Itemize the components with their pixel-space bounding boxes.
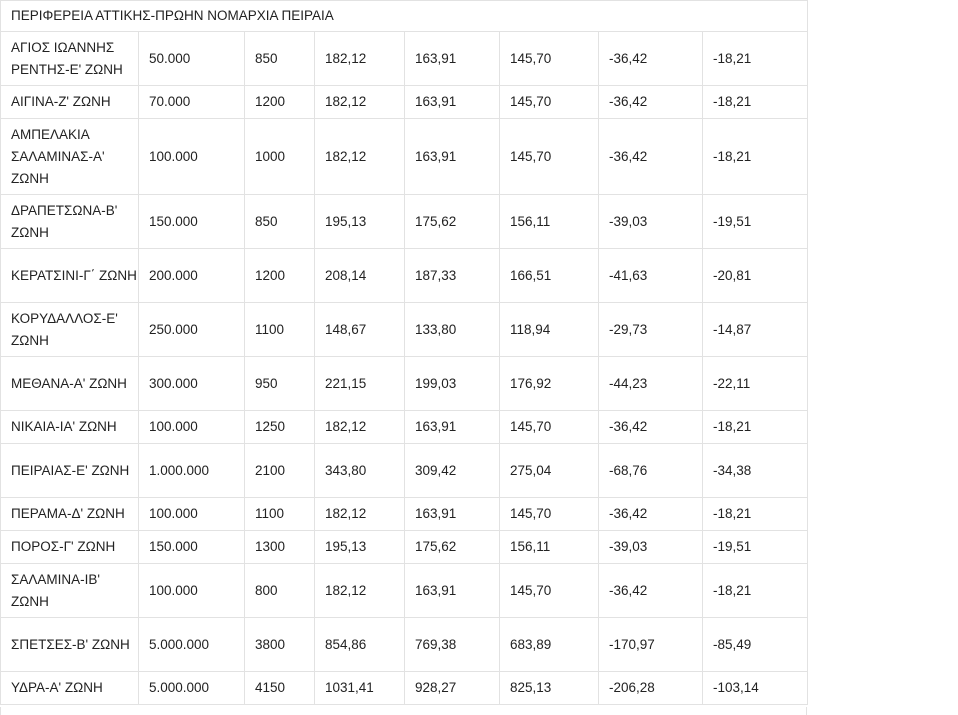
diff-b-cell: -22,11 <box>703 357 808 411</box>
value-c-cell: 145,70 <box>500 564 599 618</box>
value-c-cell: 118,94 <box>500 303 599 357</box>
value-b-cell: 199,03 <box>405 357 500 411</box>
value-b-cell: 163,91 <box>405 86 500 119</box>
diff-a-cell: -36,42 <box>599 498 703 531</box>
region-header: ΠΕΡΙΦΕΡΕΙΑ ΑΤΤΙΚΗΣ-ΠΡΩΗΝ ΝΟΜΑΡΧΙΑ ΠΕΙΡΑΙΑ <box>1 1 808 32</box>
municipality-cell: ΣΠΕΤΣΕΣ-Β' ΖΩΝΗ <box>1 618 139 672</box>
municipality-cell: ΝΙΚΑΙΑ-ΙΑ' ΖΩΝΗ <box>1 411 139 444</box>
municipality-cell: ΑΓΙΟΣ ΙΩΑΝΝΗΣ ΡΕΝΤΗΣ-Ε' ΖΩΝΗ <box>1 32 139 86</box>
population-cell: 150.000 <box>139 531 245 564</box>
table-row <box>1 444 808 498</box>
population-cell: 50.000 <box>139 32 245 86</box>
diff-a-cell: -36,42 <box>599 119 703 195</box>
diff-b-cell: -20,81 <box>703 249 808 303</box>
value-b-cell: 163,91 <box>405 498 500 531</box>
municipality-cell: ΑΙΓΙΝΑ-Ζ' ΖΩΝΗ <box>1 86 139 119</box>
table-row <box>1 618 808 672</box>
population-cell: 5.000.000 <box>139 672 245 705</box>
municipality-cell: ΣΑΛΑΜΙΝΑ-ΙΒ' ΖΩΝΗ <box>1 564 139 618</box>
value-a-cell: 208,14 <box>315 249 405 303</box>
value-a-cell: 221,15 <box>315 357 405 411</box>
diff-a-cell: -36,42 <box>599 32 703 86</box>
value-c-cell: 145,70 <box>500 32 599 86</box>
table-header-row <box>1 1 808 32</box>
municipality-cell: ΚΕΡΑΤΣΙΝΙ-Γ΄ ΖΩΝΗ <box>1 249 139 303</box>
table-row <box>1 86 808 119</box>
altitude-cell: 2100 <box>245 444 315 498</box>
value-b-cell: 163,91 <box>405 32 500 86</box>
value-a-cell: 182,12 <box>315 564 405 618</box>
value-c-cell: 683,89 <box>500 618 599 672</box>
diff-a-cell: -39,03 <box>599 195 703 249</box>
altitude-cell: 950 <box>245 357 315 411</box>
population-cell: 150.000 <box>139 195 245 249</box>
value-a-cell: 195,13 <box>315 195 405 249</box>
altitude-cell: 850 <box>245 195 315 249</box>
diff-b-cell: -14,87 <box>703 303 808 357</box>
table-row <box>1 32 808 86</box>
table-continuation <box>0 707 807 715</box>
value-b-cell: 175,62 <box>405 531 500 564</box>
population-cell: 100.000 <box>139 119 245 195</box>
value-a-cell: 854,86 <box>315 618 405 672</box>
value-b-cell: 163,91 <box>405 119 500 195</box>
population-cell: 100.000 <box>139 498 245 531</box>
table-row <box>1 564 808 618</box>
value-a-cell: 195,13 <box>315 531 405 564</box>
altitude-cell: 3800 <box>245 618 315 672</box>
altitude-cell: 1200 <box>245 249 315 303</box>
value-a-cell: 182,12 <box>315 411 405 444</box>
municipality-cell: ΠΟΡΟΣ-Γ' ΖΩΝΗ <box>1 531 139 564</box>
value-a-cell: 182,12 <box>315 498 405 531</box>
diff-b-cell: -18,21 <box>703 411 808 444</box>
municipality-cell: ΠΕΡΑΜΑ-Δ' ΖΩΝΗ <box>1 498 139 531</box>
table-row <box>1 498 808 531</box>
value-c-cell: 176,92 <box>500 357 599 411</box>
diff-a-cell: -44,23 <box>599 357 703 411</box>
value-a-cell: 182,12 <box>315 32 405 86</box>
diff-a-cell: -41,63 <box>599 249 703 303</box>
value-c-cell: 156,11 <box>500 531 599 564</box>
value-a-cell: 148,67 <box>315 303 405 357</box>
value-b-cell: 163,91 <box>405 564 500 618</box>
value-b-cell: 187,33 <box>405 249 500 303</box>
municipality-cell: ΔΡΑΠΕΤΣΩΝΑ-Β' ΖΩΝΗ <box>1 195 139 249</box>
altitude-cell: 800 <box>245 564 315 618</box>
municipality-cell: ΑΜΠΕΛΑΚΙΑ ΣΑΛΑΜΙΝΑΣ-Α' ΖΩΝΗ <box>1 119 139 195</box>
altitude-cell: 1200 <box>245 86 315 119</box>
diff-b-cell: -85,49 <box>703 618 808 672</box>
diff-a-cell: -39,03 <box>599 531 703 564</box>
diff-b-cell: -18,21 <box>703 119 808 195</box>
diff-b-cell: -103,14 <box>703 672 808 705</box>
diff-b-cell: -18,21 <box>703 498 808 531</box>
population-cell: 200.000 <box>139 249 245 303</box>
altitude-cell: 4150 <box>245 672 315 705</box>
value-c-cell: 166,51 <box>500 249 599 303</box>
diff-b-cell: -18,21 <box>703 32 808 86</box>
table-row <box>1 119 808 195</box>
diff-a-cell: -206,28 <box>599 672 703 705</box>
population-cell: 70.000 <box>139 86 245 119</box>
altitude-cell: 1100 <box>245 498 315 531</box>
diff-b-cell: -19,51 <box>703 531 808 564</box>
value-a-cell: 182,12 <box>315 119 405 195</box>
value-b-cell: 769,38 <box>405 618 500 672</box>
diff-a-cell: -36,42 <box>599 86 703 119</box>
municipality-cell: ΜΕΘΑΝΑ-Α' ΖΩΝΗ <box>1 357 139 411</box>
diff-a-cell: -29,73 <box>599 303 703 357</box>
value-c-cell: 825,13 <box>500 672 599 705</box>
value-b-cell: 163,91 <box>405 411 500 444</box>
altitude-cell: 1000 <box>245 119 315 195</box>
value-c-cell: 156,11 <box>500 195 599 249</box>
municipality-cell: ΚΟΡΥΔΑΛΛΟΣ-Ε' ΖΩΝΗ <box>1 303 139 357</box>
altitude-cell: 850 <box>245 32 315 86</box>
value-c-cell: 275,04 <box>500 444 599 498</box>
table-row <box>1 249 808 303</box>
value-b-cell: 928,27 <box>405 672 500 705</box>
table-row <box>1 357 808 411</box>
population-cell: 250.000 <box>139 303 245 357</box>
diff-b-cell: -34,38 <box>703 444 808 498</box>
table-row <box>1 195 808 249</box>
value-b-cell: 309,42 <box>405 444 500 498</box>
municipality-cell: ΠΕΙΡΑΙΑΣ-Ε' ΖΩΝΗ <box>1 444 139 498</box>
population-cell: 300.000 <box>139 357 245 411</box>
diff-b-cell: -18,21 <box>703 564 808 618</box>
altitude-cell: 1100 <box>245 303 315 357</box>
value-a-cell: 343,80 <box>315 444 405 498</box>
value-c-cell: 145,70 <box>500 498 599 531</box>
diff-a-cell: -36,42 <box>599 411 703 444</box>
value-b-cell: 175,62 <box>405 195 500 249</box>
value-b-cell: 133,80 <box>405 303 500 357</box>
population-cell: 5.000.000 <box>139 618 245 672</box>
diff-a-cell: -68,76 <box>599 444 703 498</box>
diff-b-cell: -18,21 <box>703 86 808 119</box>
diff-a-cell: -36,42 <box>599 564 703 618</box>
population-cell: 100.000 <box>139 564 245 618</box>
diff-a-cell: -170,97 <box>599 618 703 672</box>
value-c-cell: 145,70 <box>500 86 599 119</box>
population-cell: 100.000 <box>139 411 245 444</box>
population-cell: 1.000.000 <box>139 444 245 498</box>
table-body <box>1 1 808 705</box>
altitude-cell: 1250 <box>245 411 315 444</box>
table-row <box>1 411 808 444</box>
table-row <box>1 531 808 564</box>
altitude-cell: 1300 <box>245 531 315 564</box>
diff-b-cell: -19,51 <box>703 195 808 249</box>
value-a-cell: 182,12 <box>315 86 405 119</box>
value-c-cell: 145,70 <box>500 411 599 444</box>
municipality-cell: ΥΔΡΑ-Α' ΖΩΝΗ <box>1 672 139 705</box>
table-row <box>1 303 808 357</box>
table-row <box>1 672 808 705</box>
value-c-cell: 145,70 <box>500 119 599 195</box>
value-a-cell: 1031,41 <box>315 672 405 705</box>
